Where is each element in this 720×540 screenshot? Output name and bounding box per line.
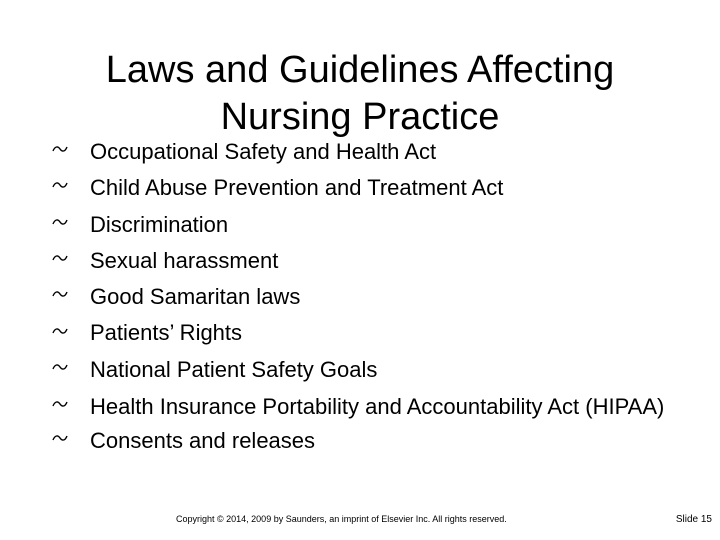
wave-bullet-icon — [52, 362, 68, 372]
bullet-list — [50, 134, 690, 459]
wave-bullet-icon — [52, 253, 68, 263]
bullet-label: Child Abuse Prevention and Treatment Act — [90, 175, 504, 201]
wave-bullet-icon — [52, 433, 68, 443]
bullet-label: Health Insurance Portability and Accountability Act (HIPAA) — [90, 394, 665, 420]
wave-bullet-icon — [52, 399, 68, 409]
wave-bullet-icon — [52, 217, 68, 227]
bullet-item — [50, 423, 690, 459]
bullet-item — [50, 352, 690, 388]
slide-title-line-1: Laws and Guidelines Affecting — [105, 49, 615, 92]
bullet-label: Occupational Safety and Health Act — [90, 139, 437, 164]
wave-bullet-icon — [52, 326, 68, 336]
slide-title-line-2: Nursing Practice — [220, 96, 500, 139]
bullet-label: Sexual harassment — [90, 247, 279, 273]
wave-bullet-icon — [52, 289, 68, 299]
slide-number: Slide 15 — [675, 514, 712, 525]
slide-title — [60, 47, 660, 141]
bullet-item — [50, 315, 690, 351]
bullet-label: National Patient Safety Goals — [90, 356, 378, 382]
wave-bullet-icon — [52, 180, 68, 190]
bullet-item — [50, 243, 690, 279]
footer-copyright: Copyright © 2014, 2009 by Saunders, an imprint of Elsevier Inc. All rights reserved. — [176, 514, 507, 524]
bullet-item — [50, 134, 690, 170]
bullet-item — [50, 170, 690, 206]
bullet-item — [50, 207, 690, 243]
bullet-label: Discrimination — [90, 211, 229, 237]
bullet-label: Good Samaritan laws — [90, 284, 301, 310]
wave-bullet-icon — [52, 144, 68, 154]
bullet-label: Consents and releases — [90, 428, 316, 454]
bullet-item — [50, 388, 690, 423]
bullet-item — [50, 279, 690, 315]
bullet-label: Patients’ Rights — [90, 320, 243, 346]
